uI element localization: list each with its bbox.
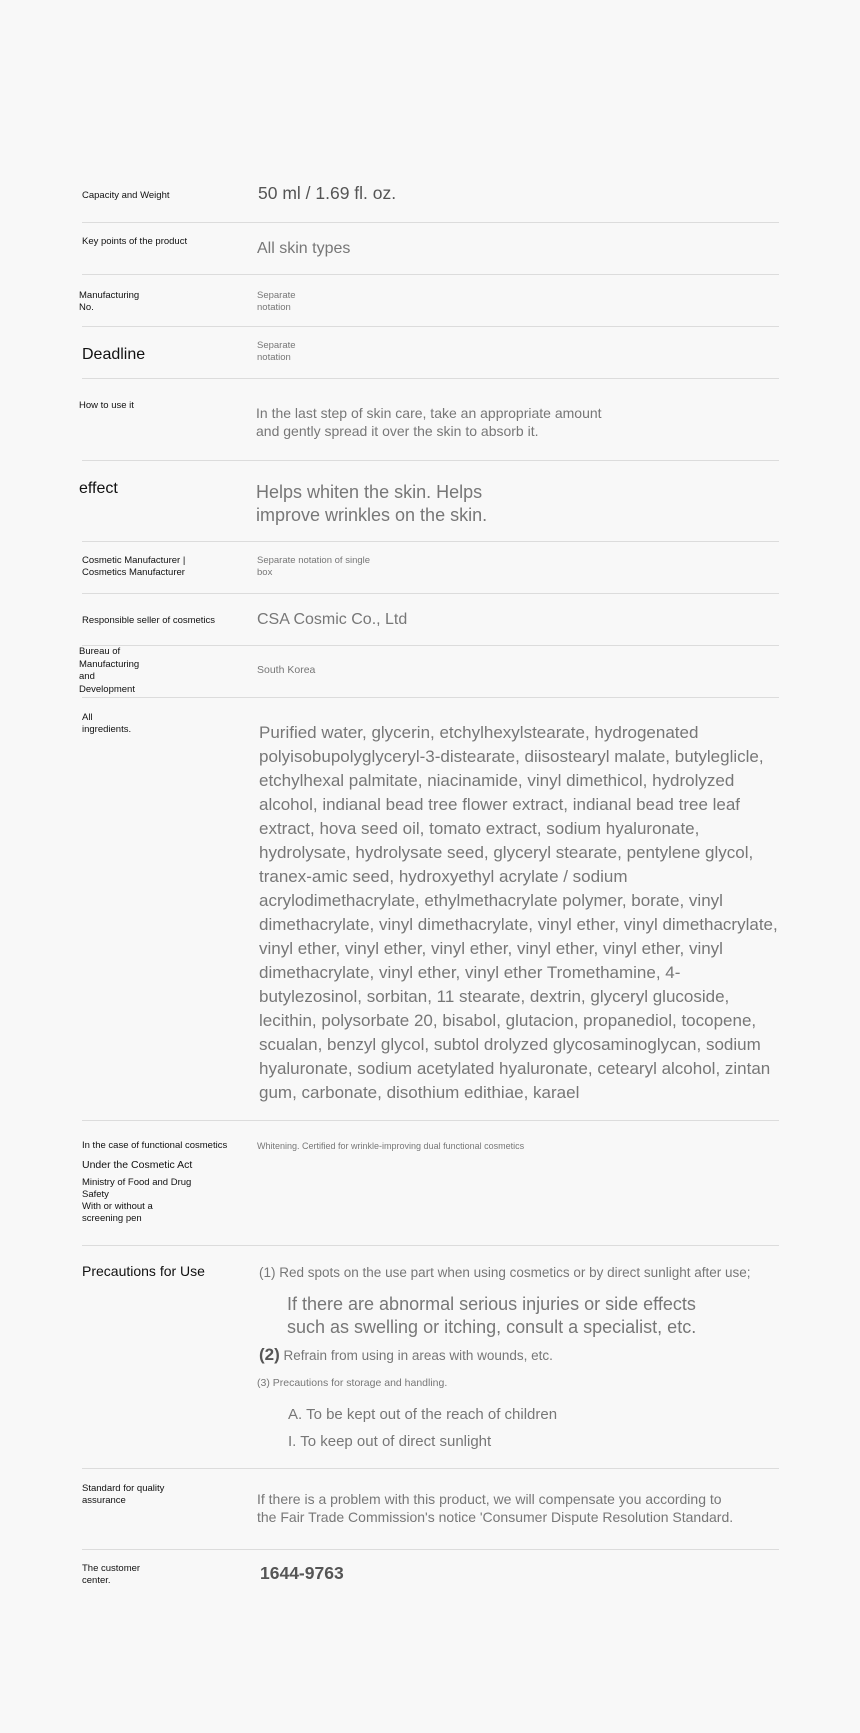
row-how-to-use [79, 378, 779, 461]
how-to-use-label: How to use it [79, 400, 134, 411]
manufacturing-no-label: Manufacturing No. [79, 290, 140, 313]
ingredients-value: Purified water, glycerin, etchylhexylstearate, hydrogenated polyisobupolyglyceryl-3-distearate, diisostearyl malate, butyleglicle, etchylhexal palmitate, niacinamide, vinyl dimethicol, hydrolyzed alcohol, indianal bead tree flower extract, indianal bead tree leaf extract, hova seed oil, tomato extract, sodium hyaluronate, hydrolysate, hydrolysate seed, glyceryl stearate, pentylene glycol, tranex-amic seed, hydroxyethyl acrylate / sodium acrylodimethacrylate, ethylmethacrylate polymer, borate, vinyl dimethacrylate, vinyl dimethacrylate, vinyl ether, vinyl dimethacrylate, vinyl ether, vinyl ether, vinyl ether, vinyl ether, vinyl ether, vinyl dimethacrylate, vinyl ether, vinyl ether Tromethamine, 4-butylezosinol, sorbitan, 11 stearate, dextrin, glyceryl glucoside, lecithin, polysorbate 20, bisabol, glutacion, propanediol, tocopene, scualan, benzyl glycol, subtol drolyzed glycosaminoglycan, sodium hyaluronate, sodium acetylated hyaluronate, cetearyl alcohol, zintan gum, carbonate, disothium edithiae, karael [259, 723, 778, 1102]
effect-line2: improve wrinkles on the skin. [256, 505, 488, 525]
effect-line1: Helps whiten the skin. Helps [256, 482, 483, 502]
customer-center-label-line2: center. [82, 1574, 111, 1586]
row-seller [82, 593, 779, 646]
bureau-label-line2: Manufacturing [79, 658, 140, 670]
ingredients-label-line2: ingredients. [82, 723, 132, 735]
functional-label-line3: Ministry of Food and Drug [82, 1177, 192, 1188]
key-points-value: All skin types [257, 240, 351, 257]
seller-value: CSA Cosmic Co., Ltd [257, 611, 408, 628]
ingredients-label-line1: All [82, 712, 93, 723]
precautions-item3: (3) Precautions for storage and handling. [257, 1377, 448, 1389]
quality-label-line2: assurance [82, 1494, 126, 1506]
quality-value-line2: the Fair Trade Commission's notice 'Consumer Dispute Resolution Standard. [257, 1509, 734, 1525]
manufacturer-value-line2: box [257, 567, 273, 579]
quality-value-line1: If there is a problem with this product, we will compensate you according to [257, 1491, 722, 1507]
capacity-value: 50 ml / 1.69 fl. oz. [258, 183, 397, 203]
precautions-item1-sub-line2: such as swelling or itching, consult a specialist, etc. [287, 1317, 697, 1337]
row-manufacturer [82, 541, 779, 594]
capacity-label: Capacity and Weight [82, 190, 170, 201]
precautions-item3-b: I. To keep out of direct sunlight [288, 1433, 492, 1450]
functional-label-line1: In the case of functional cosmetics [82, 1140, 228, 1151]
quality-value [257, 1490, 733, 1526]
how-to-use-line1: In the last step of skin care, take an appropriate amount [256, 405, 602, 421]
precautions-item2 [259, 1344, 553, 1366]
functional-label-line6: screening pen [82, 1212, 142, 1224]
customer-center-label [82, 1563, 140, 1587]
seller-label: Responsible seller of cosmetics [82, 615, 216, 626]
manufacturer-label-line1: Cosmetic Manufacturer | [82, 555, 186, 566]
bureau-label-line1: Bureau of [79, 646, 121, 657]
manufacturer-value-line1: Separate notation of single [257, 555, 371, 566]
row-key-points [82, 222, 779, 275]
precautions-item1-sub-line1: If there are abnormal serious injuries or side effects [287, 1294, 696, 1314]
how-to-use-line2: and gently spread it over the skin to absorb it. [256, 423, 539, 439]
ingredients-label [82, 712, 131, 736]
row-manufacturing-no [79, 274, 779, 327]
functional-value: Whitening. Certified for wrinkle-improving dual functional cosmetics [257, 1141, 525, 1151]
bureau-label-line4: Development [79, 683, 135, 695]
key-points-label-text: Key points of the product [82, 236, 188, 247]
functional-label-line4: Safety [82, 1188, 109, 1200]
bureau-value: South Korea [257, 664, 316, 676]
manufacturing-no-value: Separate notation [257, 290, 296, 314]
row-quality [82, 1468, 779, 1550]
precautions-item1: (1) Red spots on the use part when using cosmetics or by direct sunlight after use; [259, 1265, 751, 1280]
customer-center-phone: 1644-9763 [260, 1563, 344, 1583]
quality-label [82, 1483, 164, 1507]
row-functional [82, 1120, 779, 1246]
effect-value [256, 481, 487, 527]
functional-label-line5: With or without a [82, 1200, 153, 1212]
key-points-label [82, 236, 192, 248]
row-effect [79, 460, 779, 542]
precautions-item1-sub [287, 1293, 696, 1339]
manufacturer-value [257, 555, 370, 580]
precautions-item3-a: A. To be kept out of the reach of children [288, 1406, 558, 1423]
functional-label [82, 1140, 227, 1225]
row-customer-center [82, 1549, 779, 1609]
quality-label-line1: Standard for quality [82, 1483, 165, 1494]
row-ingredients [82, 697, 779, 1121]
precautions-item2-text: Refrain from using in areas with wounds, etc. [283, 1348, 553, 1363]
functional-label-line2: Under the Cosmetic Act [82, 1158, 193, 1171]
row-deadline [82, 326, 779, 379]
bureau-label-line3: and [79, 671, 95, 682]
bureau-label [79, 646, 139, 696]
effect-label: effect [79, 480, 118, 497]
customer-center-label-line1: The customer [82, 1563, 141, 1574]
deadline-value: Separate notation [257, 340, 296, 364]
how-to-use-value [256, 404, 602, 440]
manufacturer-label-line2: Cosmetics Manufacturer [82, 566, 185, 578]
row-bureau [79, 645, 779, 698]
precautions-label: Precautions for Use [82, 1263, 205, 1279]
deadline-label: Deadline [82, 346, 146, 363]
manufacturer-label [82, 555, 185, 579]
row-capacity [82, 170, 779, 223]
row-precautions [82, 1245, 779, 1469]
precautions-item2-num: (2) [259, 1345, 280, 1364]
